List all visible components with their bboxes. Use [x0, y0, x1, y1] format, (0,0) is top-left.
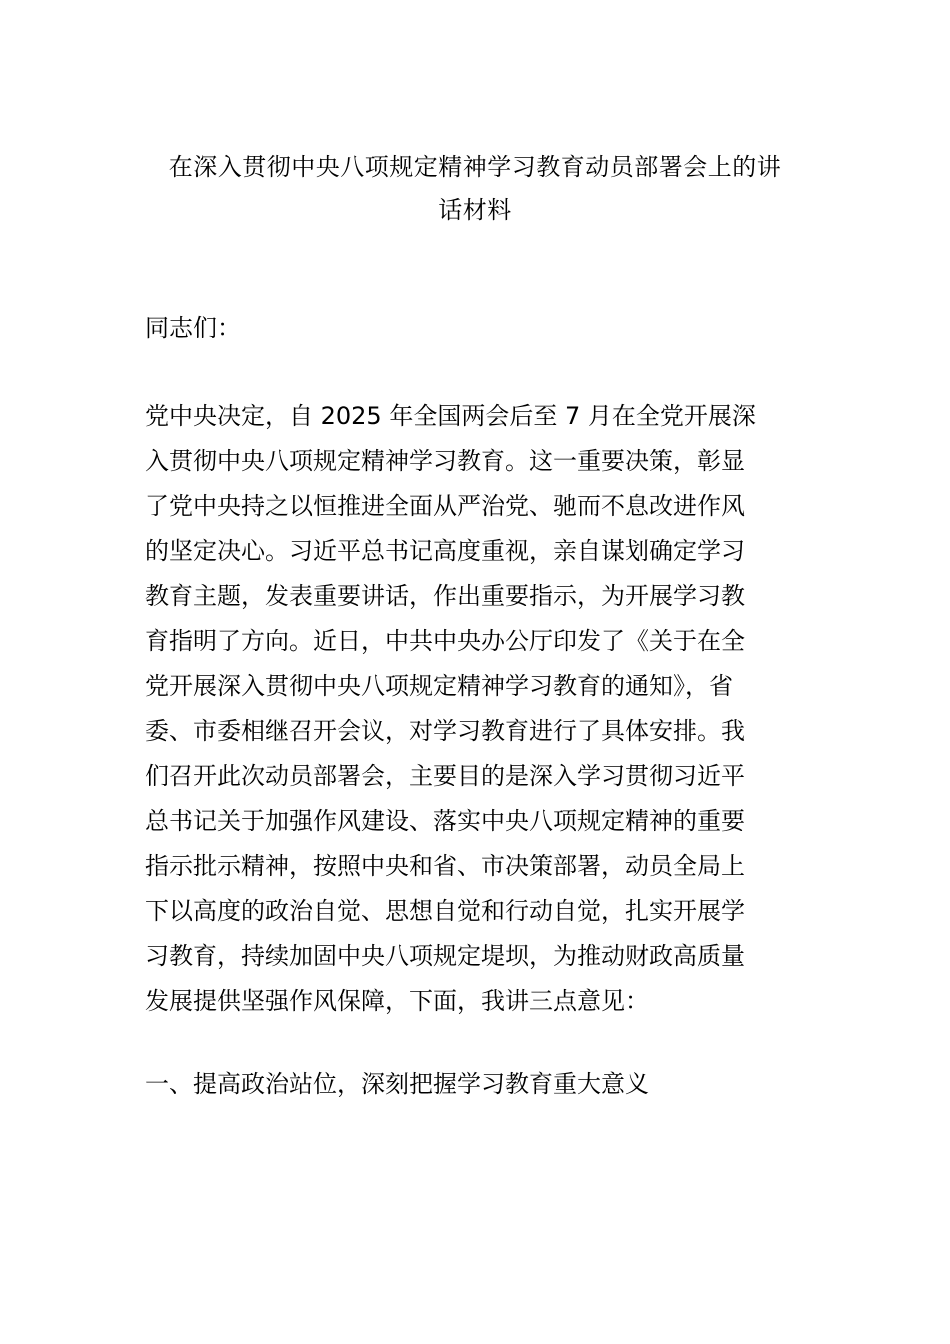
- title-line: 在深入贯彻中央八项规定精神学习教育动员部署会上的讲: [168, 153, 782, 181]
- paragraph-line: 教育主题，发表重要讲话，作出重要指示，为开展学习教: [145, 582, 745, 610]
- paragraph-line: 习教育，持续加固中央八项规定堤坝，为推动财政高质量: [145, 942, 745, 970]
- paragraph-line: 的坚定决心。习近平总书记高度重视，亲自谋划确定学习: [145, 537, 745, 565]
- paragraph-line: 下以高度的政治自觉、思想自觉和行动自觉，扎实开展学: [145, 897, 745, 925]
- section-heading: 一、提高政治站位，深刻把握学习教育重大意义: [145, 1070, 649, 1098]
- document-title: [145, 146, 805, 232]
- paragraph-line: 委、市委相继召开会议，对学习教育进行了具体安排。我: [145, 717, 745, 745]
- paragraph-line: 了党中央持之以恒推进全面从严治党、驰而不息改进作风: [145, 492, 745, 520]
- paragraph-line: 们召开此次动员部署会，主要目的是深入学习贯彻习近平: [145, 762, 745, 790]
- paragraph-line: 总书记关于加强作风建设、落实中央八项规定精神的重要: [145, 807, 745, 835]
- title-line: 话材料: [438, 196, 512, 224]
- paragraph-line: 发展提供坚强作风保障，下面，我讲三点意见：: [145, 987, 649, 1015]
- paragraph-line: 育指明了方向。近日，中共中央办公厅印发了《关于在全: [145, 627, 745, 655]
- paragraph-line: 指示批示精神，按照中央和省、市决策部署，动员全局上: [145, 852, 745, 880]
- body-paragraph: [145, 394, 815, 1024]
- paragraph-line: 党中央决定，自 2025 年全国两会后至 7 月在全党开展深: [145, 402, 756, 430]
- paragraph-line: 入贯彻中央八项规定精神学习教育。这一重要决策，彰显: [145, 447, 745, 475]
- salutation: 同志们：: [145, 314, 241, 342]
- paragraph-line: 党开展深入贯彻中央八项规定精神学习教育的通知》，省: [145, 672, 733, 700]
